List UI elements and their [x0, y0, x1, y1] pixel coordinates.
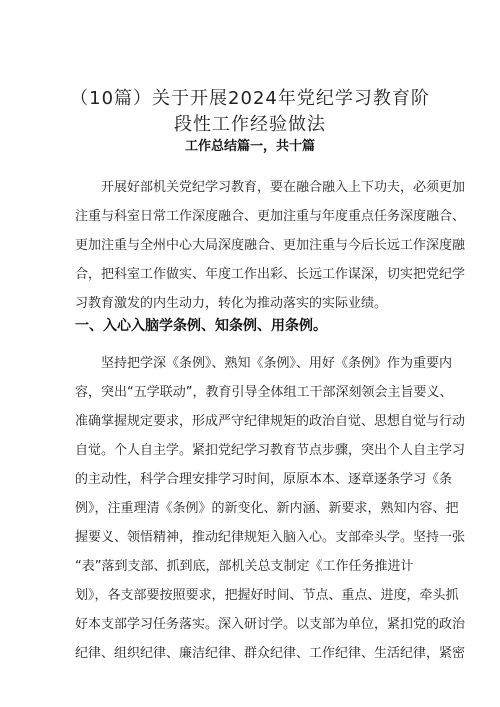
document-subtitle: 工作总结篇一，共十篇	[184, 139, 315, 154]
text-line: 的主动性，科学合理安排学习时间，原原本本、逐章逐条学习《条	[75, 472, 453, 487]
text-line: 更加注重与全州中心大局深度融合、更加注重与今后长远工作深度融	[75, 238, 466, 253]
section-body-paragraph	[75, 349, 466, 668]
title-line: 段性工作经验做法	[174, 114, 326, 135]
text-line: 合，把科室工作做实、年度工作出彩、长远工作谋深，切实把党纪学	[75, 267, 466, 282]
title-line: （10篇）关于开展2024年党纪学习教育阶	[70, 88, 430, 109]
text-line: 好本支部学习任务落实。深入研讨学。以支部为单位，紧扣党的政治	[75, 617, 466, 632]
section-heading: 一、入心入脑学条例、知条例、用条例。	[75, 318, 327, 334]
text-line: 准确掌握规定要求，形成严守纪律规矩的政治自觉、思想自觉与行动	[75, 414, 466, 429]
text-line: 划》，各支部要按照要求，把握好时间、节点、重点、进度，牵头抓	[75, 588, 459, 603]
text-line: “表”落到支部、抓到底，部机关总支制定《工作任务推进计	[75, 559, 414, 574]
text-line: 开展好部机关党纪学习教育，要在融合融入上下功夫，必须更加	[101, 180, 466, 195]
text-line: 习教育激发的内生动力，转化为推动落实的实际业绩。	[75, 296, 388, 311]
text-line: 自觉。个人自主学。紧扣党纪学习教育节点步骤，突出个人自主学习	[75, 443, 466, 458]
text-line: 握要义、领悟精神，推动纪律规矩入脑入心。支部牵头学。坚持一张	[75, 530, 466, 545]
text-line: 容，突出“五学联动”，教育引导全体组工干部深刻领会主旨要义、	[75, 385, 453, 400]
text-line: 坚持把学深《条例》、熟知《条例》、用好《条例》作为重要内	[101, 356, 453, 371]
document-title	[0, 86, 500, 138]
text-line: 例》，注重理清《条例》的新变化、新内涵、新要求，熟知内容、把	[75, 501, 459, 516]
text-line: 纪律、组织纪律、廉洁纪律、群众纪律、工作纪律、生活纪律，紧密	[75, 646, 466, 661]
intro-paragraph	[75, 173, 466, 318]
text-line: 注重与科室日常工作深度融合、更加注重与年度重点任务深度融合、	[75, 209, 466, 224]
